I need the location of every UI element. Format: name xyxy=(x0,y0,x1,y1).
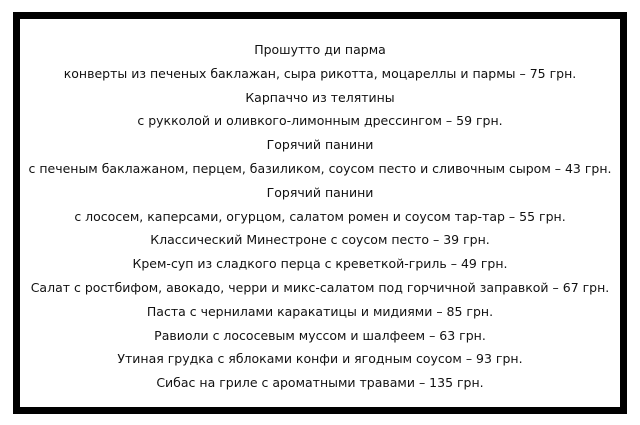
menu-item: Равиоли с лососевым муссом и шалфеем – 63 грн. xyxy=(154,327,486,343)
menu-item: Классический Минестроне с соусом песто – 39 грн. xyxy=(150,232,490,248)
menu-card xyxy=(13,12,627,414)
menu-item-description: с печеным баклажаном, перцем, базиликом, соусом песто и сливочным сыром – 43 грн. xyxy=(28,160,612,176)
menu-item: Салат с ростбифом, авокадо, черри и микс-салатом под горчичной заправкой – 67 грн. xyxy=(30,279,610,295)
menu-item: Сибас на гриле с ароматными травами – 135 грн. xyxy=(156,375,484,391)
menu-item-title: Горячий панини xyxy=(266,184,374,200)
menu-item-description: с рукколой и оливкого-лимонным дрессингом – 59 грн. xyxy=(137,113,503,129)
menu-item-title: Прошутто ди парма xyxy=(254,42,386,57)
menu-item: Крем-суп из сладкого перца с креветкой-гриль – 49 грн. xyxy=(132,256,508,272)
menu-item-title: Карпаччо из телятины xyxy=(245,89,395,105)
menu-item: Паста с чернилами каракатицы и мидиями – 85 грн. xyxy=(146,303,494,319)
menu-item-description: с лососем, каперсами, огурцом, салатом ромен и соусом тар-тар – 55 грн. xyxy=(74,208,566,224)
menu-item-title: Горячий панини xyxy=(266,137,374,153)
menu-item: Утиная грудка с яблоками конфи и ягодным соусом – 93 грн. xyxy=(117,351,523,367)
menu-item-description: конверты из печеных баклажан, сыра рикотта, моцареллы и пармы – 75 грн. xyxy=(63,65,577,81)
menu-list xyxy=(20,38,620,395)
